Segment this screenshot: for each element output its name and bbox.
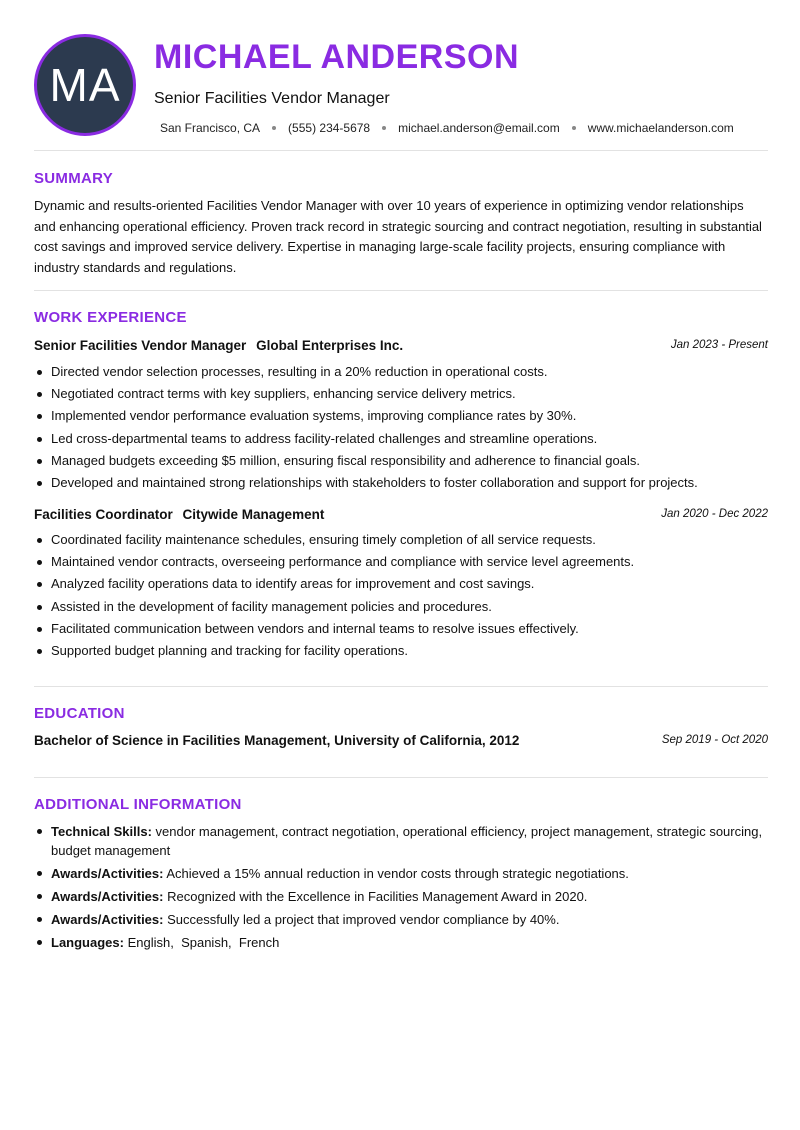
- list-item: Coordinated facility maintenance schedules, ensuring timely completion of all service requests.: [34, 529, 768, 551]
- contact-separator: [272, 126, 276, 130]
- candidate-title: Senior Facilities Vendor Manager: [154, 90, 390, 107]
- list-item: Analyzed facility operations data to identify areas for improvement and cost savings.: [34, 573, 768, 595]
- contact-info: [160, 121, 734, 135]
- info-text: Successfully led a project that improved vendor compliance by 40%.: [167, 912, 560, 927]
- summary-text: Dynamic and results-oriented Facilities Vendor Manager with over 10 years of experience in optimizing vendor relationships and enhancing operational efficiency. Proven track record in strategic sourcing and contract negotiation, resulting in substantial cost savings and improved service delivery. Expertise in managing large-scale facility projects, ensuring compliance with industry standards and regulations.: [34, 198, 762, 275]
- list-item: Supported budget planning and tracking for facility operations.: [34, 640, 768, 662]
- section-divider: [34, 150, 768, 151]
- list-item: [34, 933, 768, 952]
- contact-separator: [382, 126, 386, 130]
- job-company: Citywide Management: [182, 507, 325, 522]
- contact-email[interactable]: michael.anderson@email.com: [398, 121, 560, 135]
- avatar: [34, 34, 136, 136]
- info-label: Awards/Activities:: [51, 912, 164, 927]
- list-item: Developed and maintained strong relationships with stakeholders to foster collaboration and support for projects.: [34, 472, 768, 494]
- list-item: Led cross-departmental teams to address facility-related challenges and streamline operations.: [34, 428, 768, 450]
- section-divider: [34, 686, 768, 687]
- section-divider: [34, 777, 768, 778]
- education-entry: [34, 733, 768, 748]
- info-label: Awards/Activities:: [51, 889, 164, 904]
- list-item: Assisted in the development of facility management policies and procedures.: [34, 596, 768, 618]
- job-header: [34, 338, 768, 356]
- work-experience-heading: WORK EXPERIENCE: [34, 309, 187, 326]
- avatar-initials: MA: [49, 59, 121, 111]
- list-item: [34, 887, 768, 906]
- list-item: [34, 822, 768, 860]
- info-label: Awards/Activities:: [51, 866, 164, 881]
- job-bullet-list: [34, 361, 768, 494]
- info-text: English, Spanish, French: [127, 935, 280, 950]
- candidate-name: MICHAEL ANDERSON: [154, 38, 520, 76]
- info-text: vendor management, contract negotiation, operational efficiency, project management, strategic sourcing, budget management: [51, 824, 763, 858]
- education-dates: Sep 2019 - Oct 2020: [661, 734, 768, 746]
- job-dates: Jan 2020 - Dec 2022: [661, 508, 768, 520]
- list-item: Facilitated communication between vendors and internal teams to resolve issues effectively.: [34, 618, 768, 640]
- list-item: Managed budgets exceeding $5 million, ensuring fiscal responsibility and adherence to financial goals.: [34, 450, 768, 472]
- job-role: Facilities Coordinator: [34, 507, 173, 522]
- info-label: Technical Skills:: [51, 824, 152, 839]
- contact-phone: (555) 234-5678: [288, 121, 371, 135]
- additional-info-heading: ADDITIONAL INFORMATION: [34, 796, 242, 813]
- resume-header: [34, 34, 768, 138]
- job-company: Global Enterprises Inc.: [256, 338, 404, 353]
- list-item: Maintained vendor contracts, overseeing performance and compliance with service level agreements.: [34, 551, 768, 573]
- list-item: [34, 910, 768, 929]
- list-item: Implemented vendor performance evaluation systems, improving compliance rates by 30%.: [34, 405, 768, 427]
- list-item: Directed vendor selection processes, resulting in a 20% reduction in operational costs.: [34, 361, 768, 383]
- info-label: Languages:: [51, 935, 124, 950]
- job-dates: Jan 2023 - Present: [670, 339, 768, 351]
- contact-separator: [572, 126, 576, 130]
- list-item: [34, 864, 768, 883]
- education-degree: Bachelor of Science in Facilities Management, University of California, 2012: [34, 733, 520, 748]
- job-role: Senior Facilities Vendor Manager: [34, 338, 247, 353]
- section-divider: [34, 290, 768, 291]
- summary-heading: SUMMARY: [34, 170, 114, 187]
- additional-info-list: [34, 822, 768, 956]
- info-text: Recognized with the Excellence in Facilities Management Award in 2020.: [167, 889, 588, 904]
- contact-location: San Francisco, CA: [160, 121, 261, 135]
- contact-website[interactable]: www.michaelanderson.com: [587, 121, 734, 135]
- job-bullet-list: [34, 529, 768, 662]
- education-heading: EDUCATION: [34, 705, 125, 722]
- job-header: [34, 507, 768, 525]
- list-item: Negotiated contract terms with key suppliers, enhancing service delivery metrics.: [34, 383, 768, 405]
- info-text: Achieved a 15% annual reduction in vendor costs through strategic negotiations.: [166, 866, 629, 881]
